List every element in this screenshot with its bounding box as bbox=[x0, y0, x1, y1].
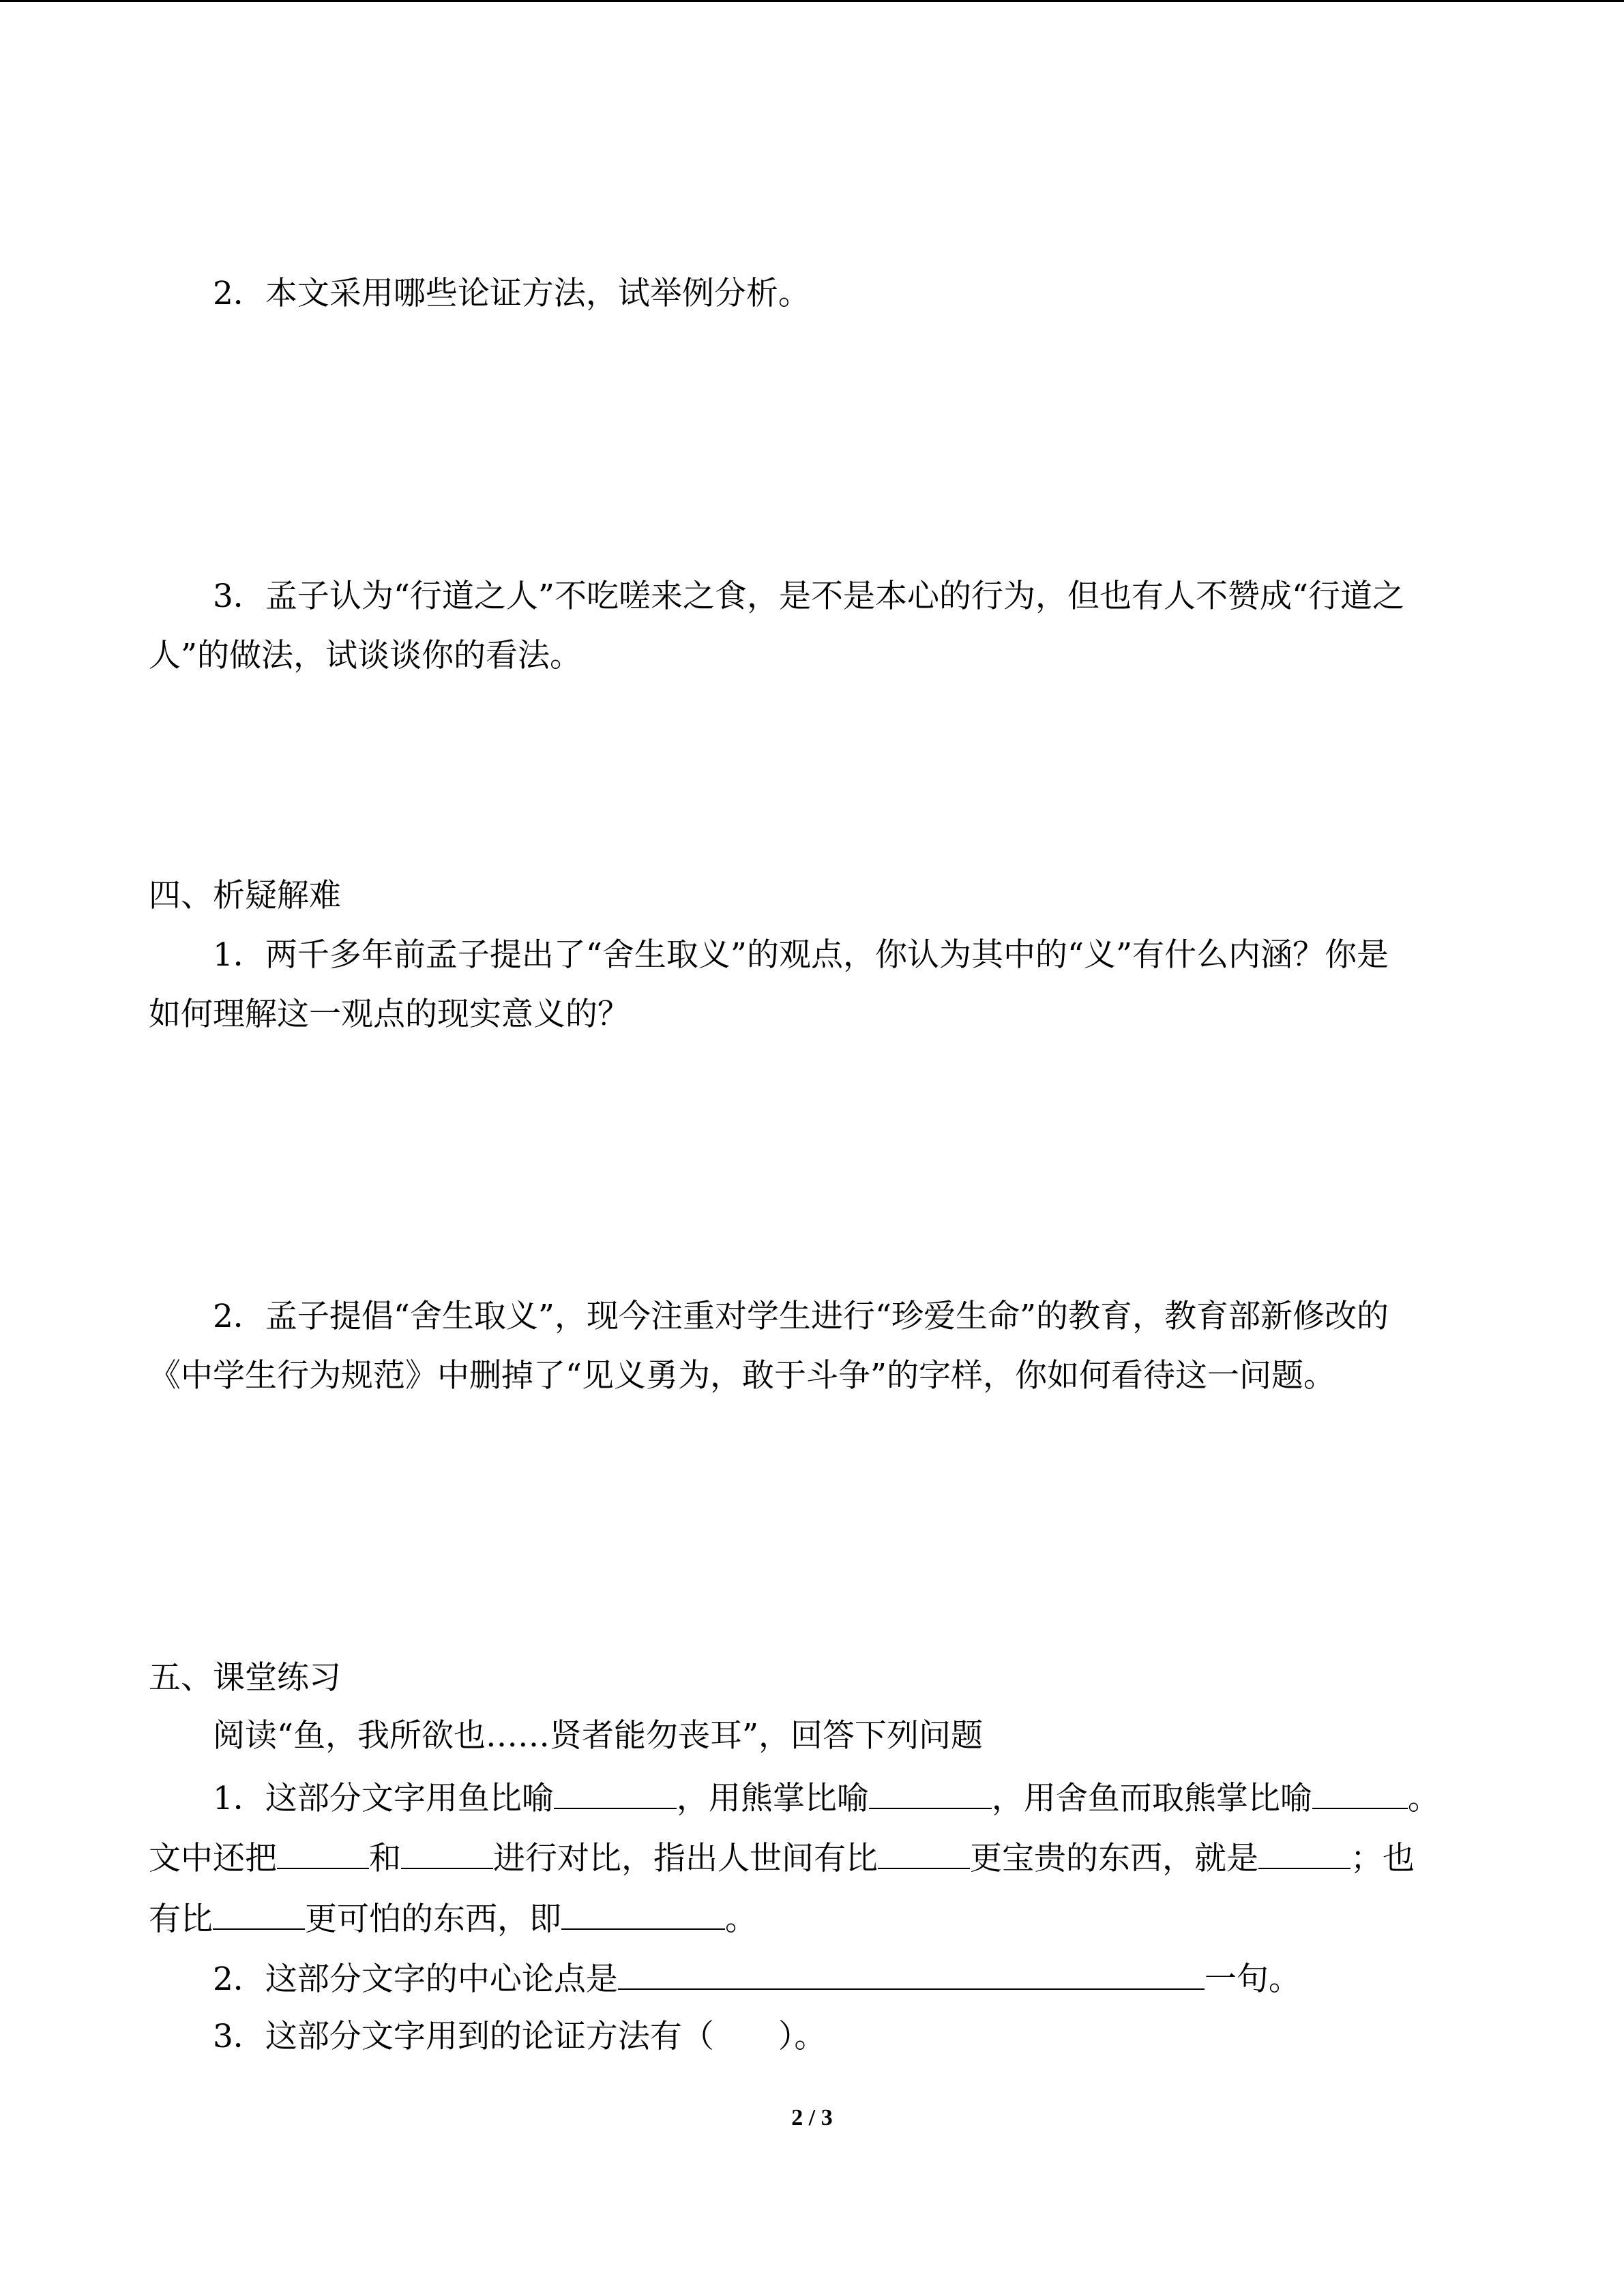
answer-blank[interactable] bbox=[618, 1961, 1205, 1990]
section-5-question-1-line-1 bbox=[213, 1780, 1440, 1815]
section-5-question-3: 3．这部分文字用到的论证方法有（ ）。 bbox=[213, 2018, 827, 2055]
section-4-question-2-line-2: 《中学生行为规范》中删掉了“见义勇为，敢于斗争”的字样，你如何看待这一问题。 bbox=[149, 1357, 1336, 1395]
section-4-question-1-line-1: 1．两千多年前孟子提出了“舍生取义”的观点，你认为其中的“义”有什么内涵？你是 bbox=[213, 936, 1389, 974]
section-4-title: 四、析疑解难 bbox=[149, 877, 341, 914]
page-top-border bbox=[0, 0, 1624, 2]
section-5-question-1-line-2 bbox=[149, 1840, 1415, 1875]
text-segment: 一句。 bbox=[1204, 1960, 1301, 1998]
answer-blank[interactable] bbox=[561, 1901, 725, 1930]
question-2: 2．本文采用哪些论证方法，试举例分析。 bbox=[213, 275, 810, 312]
answer-blank[interactable] bbox=[213, 1901, 305, 1930]
text-segment: ，用舍鱼而取熊掌比喻 bbox=[991, 1780, 1312, 1817]
text-segment: 。 bbox=[1407, 1780, 1440, 1817]
answer-blank[interactable] bbox=[401, 1840, 493, 1869]
answer-blank[interactable] bbox=[1312, 1780, 1408, 1809]
section-5-title: 五、课堂练习 bbox=[149, 1659, 341, 1697]
section-5-question-2 bbox=[213, 1960, 1301, 1998]
section-4-question-2-line-1: 2．孟子提倡“舍生取义”，现今注重对学生进行“珍爱生命”的教育，教育部新修改的 bbox=[213, 1298, 1389, 1335]
section-5-intro: 阅读“鱼，我所欲也……贤者能勿丧耳”，回答下列问题 bbox=[213, 1717, 984, 1755]
page-number: 2 / 3 bbox=[791, 2105, 833, 2130]
answer-blank[interactable] bbox=[277, 1840, 369, 1869]
text-segment: 2．这部分文字的中心论点是 bbox=[213, 1960, 618, 1998]
answer-blank[interactable] bbox=[1258, 1840, 1350, 1869]
text-segment: 有比 bbox=[149, 1900, 213, 1938]
text-segment: 文中还把 bbox=[149, 1840, 277, 1877]
answer-blank[interactable] bbox=[869, 1780, 992, 1809]
answer-blank[interactable] bbox=[554, 1780, 677, 1809]
text-segment: 进行对比，指出人世间有比 bbox=[493, 1840, 878, 1877]
text-segment: 。 bbox=[725, 1900, 757, 1938]
text-segment: ，用熊掌比喻 bbox=[676, 1780, 869, 1817]
answer-blank[interactable] bbox=[878, 1840, 970, 1869]
section-5-question-1-line-3 bbox=[149, 1900, 757, 1938]
question-3-line-2: 人”的做法，试谈谈你的看法。 bbox=[149, 637, 582, 674]
question-3-line-1: 3．孟子认为“行道之人”不吃嗟来之食，是不是本心的行为，但也有人不赞成“行道之 bbox=[213, 578, 1404, 615]
text-segment: 更宝贵的东西，就是 bbox=[970, 1840, 1258, 1877]
text-segment: 和 bbox=[369, 1840, 401, 1877]
text-segment: ；也 bbox=[1350, 1840, 1415, 1877]
text-segment: 1．这部分文字用鱼比喻 bbox=[213, 1780, 554, 1817]
text-segment: 更可怕的东西，即 bbox=[305, 1900, 561, 1938]
section-4-question-1-line-2: 如何理解这一观点的现实意义的？ bbox=[149, 996, 630, 1033]
